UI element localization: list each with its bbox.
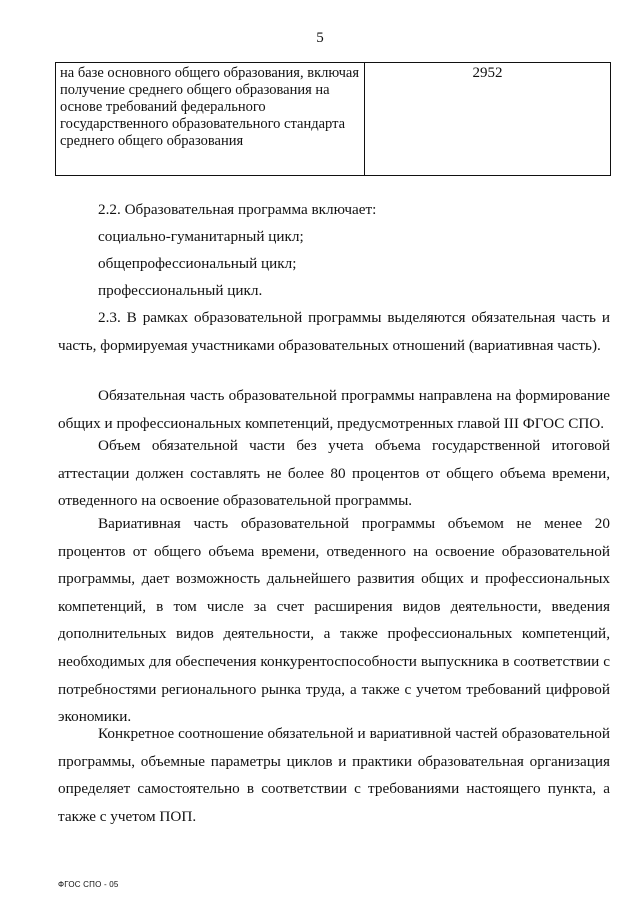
- table-row: [56, 63, 611, 176]
- paragraph-ratio: Конкретное соотношение обязательной и вариативной частей образовательной программы, объемные параметры циклов и практики образовательная организация определяет самостоятельно в соответствии с требованиями настоящего пункта, а также с учетом ПОП.: [58, 725, 610, 825]
- paragraph-variable-part: Вариативная часть образовательной программы объемом не менее 20 процентов от общего объема времени, отведенного на освоение образовательной программы, дает возможность дальнейшего развития общих и профессиональных компетенций, в том числе за счет расширения видов деятельности, введения дополнительных видов деятельности, а также профессиональных компетенций, необходимых для обеспечения конкурентоспособности выпускника в соответствии с потребностями регионального рынка труда, а также с учетом требований цифровой экономики.: [58, 515, 610, 726]
- paragraph-mandatory-part: Обязательная часть образовательной программы направлена на формирование общих и профессиональных компетенций, предусмотренных главой III ФГОС СПО.: [58, 387, 610, 432]
- paragraph-2-3: 2.3. В рамках образовательной программы выделяются обязательная часть и часть, формируемая участниками образовательных отношений (вариативная часть).: [58, 309, 610, 354]
- list-item-professional-cycle: профессиональный цикл.: [98, 282, 263, 299]
- table-cell-description: на базе основного общего образования, включая получение среднего общего образования на основе требований федерального государственного образовательного стандарта среднего общего образования: [56, 63, 365, 176]
- table-cell-hours: 2952: [365, 63, 611, 176]
- list-item-social-cycle: социально-гуманитарный цикл;: [98, 228, 304, 245]
- page-number: 5: [316, 30, 324, 46]
- paragraph-2-2: 2.2. Образовательная программа включает:: [98, 201, 377, 218]
- footer-code: ФГОС СПО - 05: [58, 880, 119, 889]
- list-item-general-cycle: общепрофессиональный цикл;: [98, 255, 297, 272]
- hours-table: [55, 62, 611, 176]
- paragraph-mandatory-volume: Объем обязательной части без учета объема государственной итоговой аттестации должен составлять не более 80 процентов от общего объема времени, отведенного на освоение образовательной программы.: [58, 437, 610, 510]
